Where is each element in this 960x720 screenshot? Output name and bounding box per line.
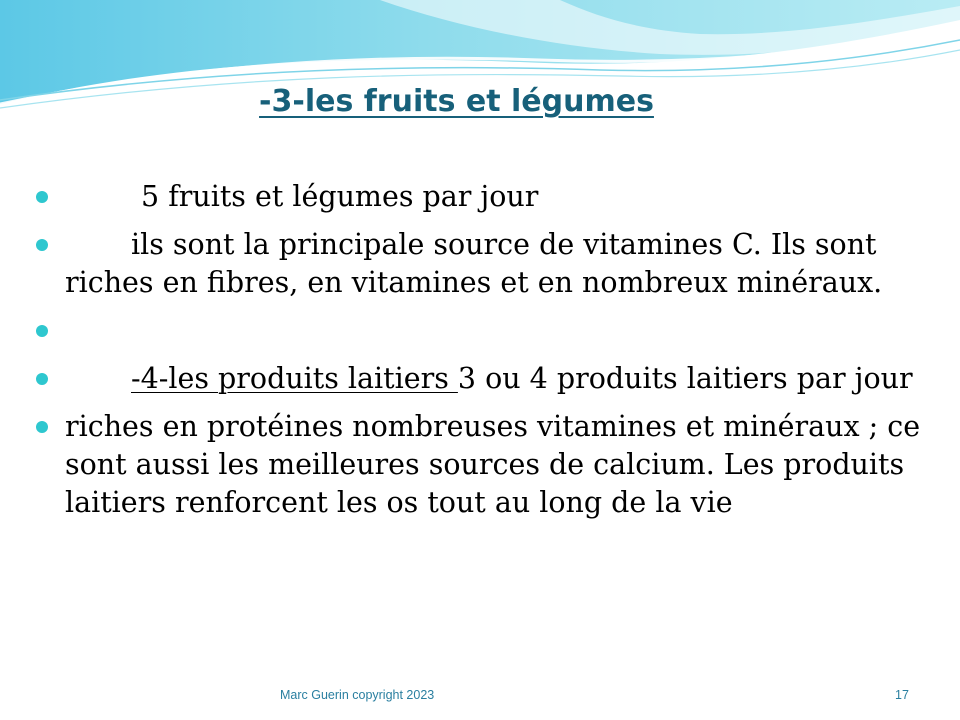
footer-copyright: Marc Guerin copyright 2023 — [280, 688, 435, 702]
bullet-text: riches en protéines nombreuses vitamines et minéraux ; ce sont aussi les meilleures sources de calcium. Les produits laitiers renforcent les os tout au long de la vie — [65, 410, 921, 519]
list-item — [36, 360, 936, 398]
slide-title: -3-les fruits et légumes — [259, 84, 654, 119]
bullet-text: 5 fruits et légumes par jour — [141, 180, 539, 213]
list-item — [36, 178, 936, 216]
list-item — [36, 312, 936, 350]
section-heading-underlined: -4-les produits laitiers — [131, 362, 458, 395]
bullet-text: 3 ou 4 produits laitiers par jour — [457, 362, 913, 395]
bullet-text: ils sont la principale source de vitamines C. Ils sont riches en fibres, en vitamines et en nombreux minéraux. — [65, 228, 883, 299]
list-item — [36, 408, 936, 522]
list-item — [36, 226, 936, 302]
page-number: 17 — [895, 688, 909, 702]
bullet-list — [36, 178, 936, 532]
bullet-dot-icon — [36, 421, 48, 433]
bullet-dot-icon — [36, 239, 48, 251]
bullet-dot-icon — [36, 191, 48, 203]
bullet-dot-icon — [36, 373, 48, 385]
bullet-dot-icon — [36, 325, 48, 337]
